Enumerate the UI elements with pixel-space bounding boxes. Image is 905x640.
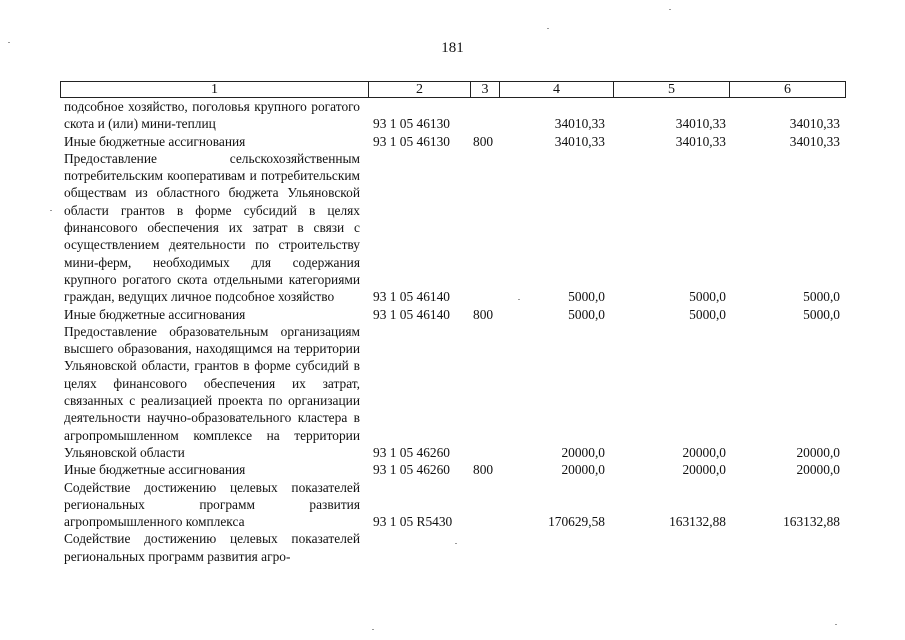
row-description: Содействие достижению целевых показателей региональных программ развития агропромышленного комплекса — [64, 479, 360, 530]
header-col-6: 6 — [784, 82, 791, 97]
header-col-2: 2 — [369, 82, 471, 97]
table-row — [64, 530, 854, 565]
row-code: 93 1 05 46130 — [373, 133, 450, 149]
table-row — [64, 461, 854, 478]
row-value-col5: 5000,0 — [689, 306, 726, 322]
row-description: Иные бюджетные ассигнования — [64, 306, 246, 322]
row-description: Иные бюджетные ассигнования — [64, 133, 246, 149]
table-row — [64, 479, 854, 531]
header-col-1: 1 — [61, 82, 369, 97]
row-value-col4: 5000,0 — [568, 306, 605, 322]
row-code: 93 1 05 46140 — [373, 306, 450, 322]
row-description: Предоставление образовательным организациям высшего образования, находящимся на территории Ульяновской области, грантов в форме субсидий в целях финансового обеспечения их затрат, связанных с реализацией проекта по организации деятельности научно-образовательного кластера в агропромышленном комплексе на территории Ульяновской области — [64, 323, 360, 460]
row-value-col5: 5000,0 — [689, 289, 726, 305]
row-value-col4: 170629,58 — [548, 514, 605, 530]
scan-speck — [669, 9, 671, 10]
row-value-col5: 163132,88 — [669, 514, 726, 530]
row-expense-type: 800 — [473, 306, 494, 322]
row-value-col4: 34010,33 — [554, 116, 605, 132]
row-value-col4: 34010,33 — [554, 133, 605, 149]
row-description: Предоставление сельскохозяйственным потребительским кооперативам и потребительским обществам из областного бюджета Ульяновской области грантов в форме субсидий в целях финансового обеспечения их затрат в связи с осуществлением деятельности по строительству мини-ферм, необходимых для содержания крупного рогатого скота отдельными категориями граждан, ведущих личное подсобное хозяйство — [64, 150, 360, 305]
row-value-col6: 20000,0 — [796, 462, 840, 478]
row-value-col6: 20000,0 — [796, 444, 840, 460]
row-code: 93 1 05 46140 — [373, 289, 450, 305]
row-description: Иные бюджетные ассигнования — [64, 462, 246, 478]
table-header — [60, 81, 846, 98]
table-row — [64, 98, 854, 133]
row-value-col6: 163132,88 — [783, 514, 840, 530]
scan-speck — [372, 629, 374, 630]
row-value-col5: 20000,0 — [682, 444, 726, 460]
scan-speck — [455, 543, 457, 544]
row-expense-type: 800 — [473, 133, 494, 149]
header-col-3: 3 — [471, 82, 500, 97]
scan-speck — [547, 28, 549, 29]
header-col-4: 4 — [500, 82, 614, 97]
row-value-col6: 34010,33 — [789, 116, 840, 132]
row-code: 93 1 05 46260 — [373, 444, 450, 460]
row-value-col4: 5000,0 — [568, 289, 605, 305]
row-value-col5: 34010,33 — [675, 133, 726, 149]
row-description: Содействие достижению целевых показателей региональных программ развития агро- — [64, 531, 360, 564]
row-value-col4: 20000,0 — [561, 444, 605, 460]
row-value-col5: 34010,33 — [675, 116, 726, 132]
table-row — [64, 133, 854, 150]
row-description: подсобное хозяйство, поголовья крупного рогатого скота и (или) мини-теплиц — [64, 99, 360, 132]
row-code: 93 1 05 46130 — [373, 116, 450, 132]
row-value-col6: 5000,0 — [803, 289, 840, 305]
row-value-col4: 20000,0 — [561, 462, 605, 478]
table-row — [64, 150, 854, 306]
row-value-col6: 34010,33 — [789, 133, 840, 149]
scan-speck — [518, 299, 520, 300]
row-value-col5: 20000,0 — [682, 462, 726, 478]
scan-speck — [50, 210, 52, 211]
table-row — [64, 306, 854, 323]
scan-speck — [8, 42, 10, 43]
row-expense-type: 800 — [473, 462, 494, 478]
header-col-5: 5 — [614, 82, 730, 97]
page-number: 181 — [441, 40, 464, 56]
table-body — [64, 98, 854, 565]
table-row — [64, 323, 854, 461]
row-code: 93 1 05 46260 — [373, 462, 450, 478]
row-value-col6: 5000,0 — [803, 306, 840, 322]
scan-speck — [835, 624, 837, 625]
row-code: 93 1 05 R5430 — [373, 514, 453, 530]
